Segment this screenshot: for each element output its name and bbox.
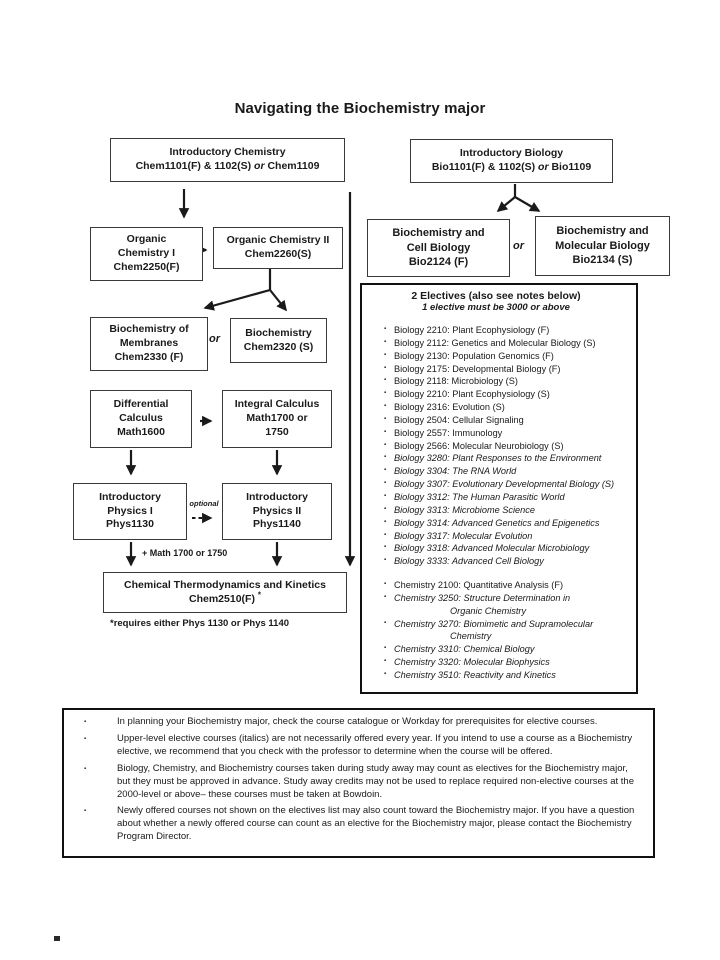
elective-item: ▪ Chemistry 2100: Quantitative Analysis (F) — [384, 579, 630, 592]
node-line: Cell Biology — [406, 241, 471, 254]
node-differential-calculus — [90, 390, 192, 448]
elective-item: ▪ Biology 2566: Molecular Neurobiology (S) — [384, 440, 630, 453]
arrow-organic2-to-membranes — [205, 290, 270, 308]
node-organic-chemistry-2 — [213, 227, 343, 269]
node-line: Math1700 or — [246, 412, 308, 425]
elective-item: ▪ Biology 2118: Microbiology (S) — [384, 375, 630, 388]
elective-item: ▪ Chemistry 3320: Molecular Biophysics — [384, 656, 630, 669]
page-artifact-mark — [54, 936, 60, 941]
node-line: Physics II — [252, 504, 302, 517]
math-prerequisite-note: + Math 1700 or 1750 — [142, 548, 228, 558]
or-word: or — [538, 161, 549, 173]
electives-chemistry-list — [362, 579, 630, 682]
node-line: Biochemistry — [245, 326, 312, 339]
elective-item-continuation: Organic Chemistry — [450, 605, 527, 616]
elective-item: ▪ Chemistry 3270: Biomimetic and Supramolecular Chemistry — [384, 618, 630, 644]
elective-item: ▪ Biology 3333: Advanced Cell Biology — [384, 555, 630, 568]
electives-biology-list — [362, 324, 630, 568]
elective-item: ▪ Biology 3307: Evolutionary Developmental Biology (S) — [384, 478, 630, 491]
arrow-introbio-to-biomol — [515, 197, 539, 211]
arrow-organic2-to-biochem — [270, 290, 286, 310]
node-line: Introductory — [99, 490, 161, 503]
elective-item: ▪ Biology 3318: Advanced Molecular Microbiology — [384, 542, 630, 555]
node-introductory-physics-2 — [222, 483, 332, 540]
or-connector-bio: or — [513, 240, 524, 252]
course-code-alt: Chem1109 — [267, 160, 320, 172]
elective-item: ▪ Biology 2130: Population Genomics (F) — [384, 350, 630, 363]
electives-header: 2 Electives (also see notes below) — [411, 290, 581, 302]
node-biochemistry-cell-biology — [367, 219, 510, 277]
node-line: Organic — [126, 233, 167, 246]
node-organic-chemistry-1 — [90, 227, 203, 281]
node-line: Math1600 — [117, 425, 165, 438]
node-line: Chem2250(F) — [113, 260, 180, 273]
node-line: Phys1130 — [106, 518, 154, 531]
electives-subheader: 1 elective must be 3000 or above — [422, 302, 570, 313]
elective-item: ▪ Biology 2210: Plant Ecophysiology (S) — [384, 388, 630, 401]
elective-item: ▪ Biology 3313: Microbiome Science — [384, 504, 630, 517]
elective-item-continuation: Chemistry — [450, 631, 492, 642]
elective-item: ▪ Chemistry 3250: Structure Determination in Organic Chemistry — [384, 592, 630, 618]
node-line: Membranes — [119, 337, 179, 350]
node-biochemistry-2320 — [230, 318, 327, 363]
node-line: Organic Chemistry II — [226, 234, 330, 247]
node-line: Chemical Thermodynamics and Kinetics — [124, 578, 326, 591]
elective-item: ▪ Biology 2175: Developmental Biology (F) — [384, 363, 630, 376]
thermo-footnote: *requires either Phys 1130 or Phys 1140 — [110, 618, 290, 629]
optional-label: optional — [189, 499, 219, 508]
node-biochemistry-molecular-biology — [535, 216, 670, 276]
node-line: Integral Calculus — [234, 398, 320, 411]
notes-panel — [62, 708, 655, 858]
asterisk-mark: * — [257, 590, 261, 599]
elective-item: ▪ Biology 3314: Advanced Genetics and Epigenetics — [384, 517, 630, 530]
node-courses — [432, 161, 591, 175]
elective-item: ▪ Biology 3312: The Human Parasitic World — [384, 491, 630, 504]
node-line: Differential — [113, 398, 169, 411]
node-line: Molecular Biology — [555, 239, 650, 252]
course-code-alt: Bio1109 — [551, 161, 592, 173]
elective-item: ▪ Biology 2316: Evolution (S) — [384, 401, 630, 414]
note-item: ▪ In planning your Biochemistry major, check the course catalogue or Workday for prerequisites for elective courses. — [64, 716, 637, 729]
elective-item: ▪ Biology 2112: Genetics and Molecular Biology (S) — [384, 337, 630, 350]
electives-panel — [360, 283, 638, 694]
node-line: Biochemistry and — [556, 225, 649, 238]
node-line — [189, 590, 261, 607]
node-line: Phys1140 — [253, 518, 301, 531]
node-line: Chem2330 (F) — [114, 350, 184, 363]
node-chemical-thermodynamics — [103, 572, 347, 613]
node-line: Chemistry I — [117, 247, 176, 260]
node-biochemistry-of-membranes — [90, 317, 208, 371]
or-word: or — [254, 160, 265, 172]
node-title: Introductory Biology — [459, 147, 564, 160]
node-line: Physics I — [107, 504, 153, 517]
page-title: Navigating the Biochemistry major — [234, 100, 486, 117]
node-line: Introductory — [246, 490, 308, 503]
elective-item: ▪ Biology 3317: Molecular Evolution — [384, 530, 630, 543]
node-line: Biochemistry and — [392, 227, 485, 240]
course-codes: Bio1101(F) & 1102(S) — [431, 161, 536, 173]
elective-item: ▪ Chemistry 3510: Reactivity and Kinetics — [384, 669, 630, 682]
course-codes: Chem1101(F) & 1102(S) — [135, 160, 252, 172]
node-introductory-chemistry — [110, 138, 345, 182]
node-integral-calculus — [222, 390, 332, 448]
node-line: Bio2134 (S) — [572, 254, 633, 267]
elective-item: ▪ Biology 3304: The RNA World — [384, 465, 630, 478]
node-courses — [136, 160, 320, 174]
node-line: Chem2320 (S) — [243, 340, 314, 353]
node-line: Biochemistry of — [109, 323, 189, 336]
elective-item: ▪ Chemistry 3310: Chemical Biology — [384, 643, 630, 656]
arrow-introbio-to-biocell — [498, 197, 515, 211]
course-code: Chem2510(F) — [189, 592, 255, 605]
node-line: Calculus — [119, 412, 163, 425]
node-introductory-physics-1 — [73, 483, 187, 540]
note-item: ▪ Biology, Chemistry, and Biochemistry courses taken during study away may count as electives for the Biochemistry major, but they must be approved in advance. Study away credits may not be used to replace required non-elective courses at the 2000-level or above– these courses must be taken at Bowdoin. — [64, 763, 637, 802]
node-line: Chem2260(S) — [244, 248, 312, 260]
note-item: ▪ Newly offered courses not shown on the electives list may also count toward the Biochemistry major. If you have a question about whether a newly offered course can count as an elective for the Biochemistry major, please contact the Biochemistry Program Director. — [64, 805, 637, 844]
elective-item: ▪ Biology 2557: Immunology — [384, 427, 630, 440]
elective-item: ▪ Biology 3280: Plant Responses to the Environment — [384, 452, 630, 465]
notes-list — [64, 710, 653, 844]
node-title: Introductory Chemistry — [169, 146, 286, 159]
node-line: 1750 — [265, 425, 289, 438]
note-item: ▪ Upper-level elective courses (italics) are not necessarily offered every year. If you intend to use a course as a Biochemistry elective, we recommend that you check with the professor to determine when the course will be offered. — [64, 733, 637, 759]
or-connector-chem: or — [209, 333, 220, 345]
node-introductory-biology — [410, 139, 613, 183]
node-line: Bio2124 (F) — [408, 256, 469, 269]
elective-item: ▪ Biology 2210: Plant Ecophysiology (F) — [384, 324, 630, 337]
elective-item: ▪ Biology 2504: Cellular Signaling — [384, 414, 630, 427]
